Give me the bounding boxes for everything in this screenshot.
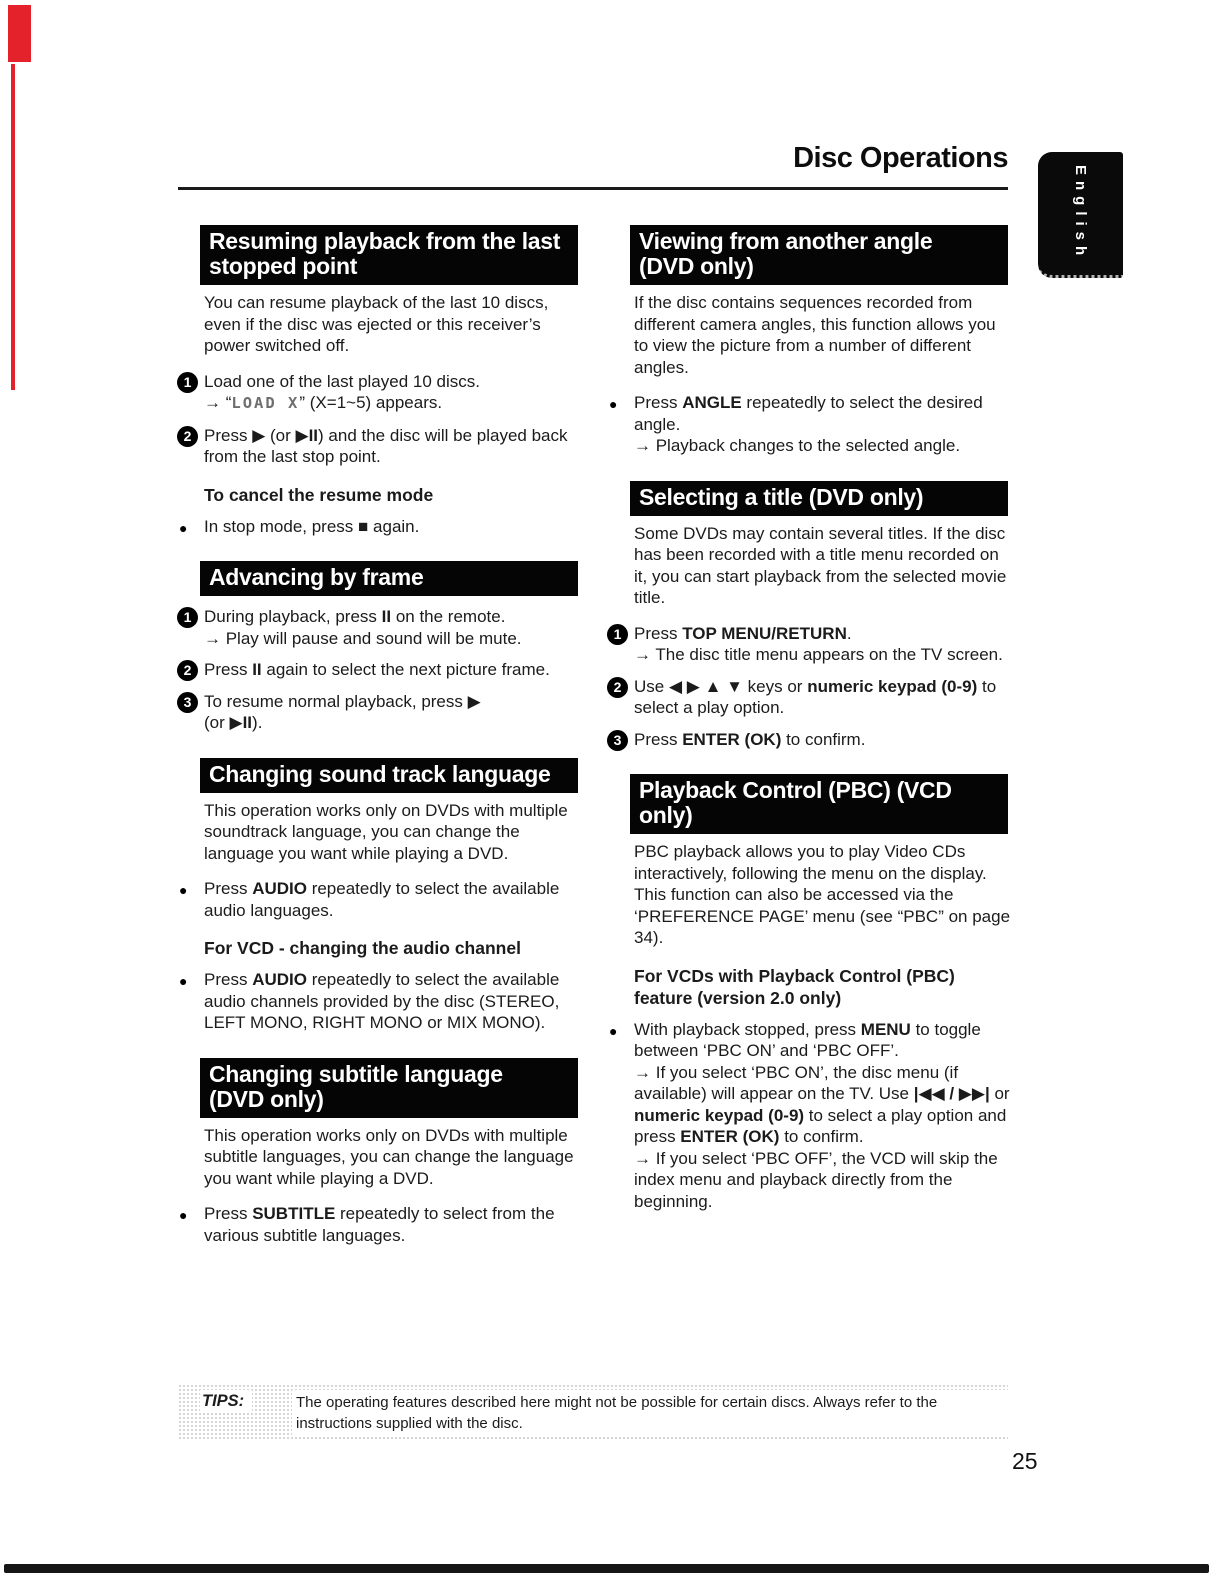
section-title-line: Selecting a title (DVD only) <box>639 483 924 510</box>
section-title-line: Playback Control (PBC) (VCD only) <box>639 777 952 828</box>
lcd-display-text: LOAD X <box>231 394 300 412</box>
text-line: Press SUBTITLE repeatedly to select from the various subtitle languages. <box>204 1204 555 1245</box>
text-line: To resume normal playback, press ▶ <box>204 691 481 711</box>
text-line: Press AUDIO repeatedly to select the available audio channels provided by the disc (STEREO, LEFT MONO, RIGHT MONO or MIX MONO). <box>204 970 560 1032</box>
section-header <box>200 225 578 285</box>
section-changing-sound-track-language <box>178 758 582 1034</box>
section-header <box>630 481 1008 516</box>
text-line: → “LOAD X” (X=1~5) appears. <box>204 393 443 412</box>
step-number-badge: 2 <box>177 660 198 681</box>
print-mark-red-line <box>11 64 15 390</box>
section-header <box>630 774 1008 834</box>
step-number-badge: 1 <box>607 624 628 645</box>
tips-text-line: instructions supplied with the disc. <box>296 1415 523 1432</box>
bullet-item <box>178 969 582 1034</box>
section-viewing-from-another-angle <box>608 225 1012 457</box>
bullet-item <box>608 392 1012 457</box>
text-line: → Play will pause and sound will be mute. <box>204 628 522 648</box>
paragraph: If the disc contains sequences recorded from different camera angles, this function allows you to view the picture from a number of different angles. <box>634 293 996 377</box>
text-line: In stop mode, press ■ again. <box>204 516 420 536</box>
text-line: Press ANGLE repeatedly to select the desired angle. <box>634 393 983 434</box>
text-line: Press II again to select the next picture frame. <box>204 660 550 679</box>
page-bottom-bar <box>4 1564 1209 1573</box>
step-item <box>178 659 582 681</box>
step-item <box>178 606 582 649</box>
section-title-line: stopped point <box>209 253 358 279</box>
section-changing-subtitle-language <box>178 1058 582 1247</box>
step-number-badge: 3 <box>607 730 628 751</box>
text-line: Press ▶ (or ▶II) and the disc will be played back from the last stop point. <box>204 425 568 466</box>
text-line: → If you select ‘PBC ON’, the disc menu (if available) will appear on the TV. Use |◀◀ / ▶▶| or numeric keypad (0-9) to select a play option and press ENTER (OK) to confirm. <box>634 1062 1010 1146</box>
tips-strip <box>178 1384 1008 1440</box>
text-line: Press AUDIO repeatedly to select the available audio languages. <box>204 879 560 920</box>
step-number-badge: 2 <box>177 426 198 447</box>
text-line: (or ▶II). <box>204 713 263 732</box>
section-title-line: Changing subtitle language <box>209 1060 503 1087</box>
right-column <box>608 225 1012 1222</box>
section-title-line: (DVD only) <box>639 253 754 279</box>
paragraph: This operation works only on DVDs with multiple subtitle languages, you can change the language you want while playing a DVD. <box>204 1125 574 1188</box>
text-line: Load one of the last played 10 discs. <box>204 371 480 391</box>
tips-text-line: The operating features described here might not be possible for certain discs. Always refer to the <box>296 1394 938 1411</box>
step-number-badge: 1 <box>177 607 198 628</box>
text-line: → Playback changes to the selected angle. <box>634 436 961 455</box>
bullet-dot: ● <box>179 519 188 536</box>
page-number: 25 <box>1012 1448 1038 1474</box>
section-header <box>630 225 1008 285</box>
language-tab <box>1038 152 1123 278</box>
step-item <box>608 623 1012 666</box>
step-number-badge: 3 <box>177 692 198 713</box>
section-title-line: Resuming playback from the last <box>209 228 561 254</box>
subheading-line: For VCDs with Playback Control (PBC) <box>634 965 955 986</box>
bullet-dot: ● <box>609 396 618 412</box>
section-title-line: Changing sound track language <box>209 760 551 787</box>
step-item <box>178 691 582 734</box>
subheading-line: feature (version 2.0 only) <box>634 987 842 1008</box>
paragraph: Some DVDs may contain several titles. If the disc has been recorded with a title menu recorded on it, you can start playback from the selected movie title. <box>634 523 1007 607</box>
paragraph: PBC playback allows you to play Video CDs interactively, following the menu on the display. This function can also be accessed via the ‘PREFERENCE PAGE’ menu (see “PBC” on page 34). <box>634 842 1011 947</box>
section-resuming-playback <box>178 225 582 537</box>
step-number-badge: 1 <box>177 372 198 393</box>
subheading <box>204 484 582 506</box>
bullet-dot: ● <box>179 973 188 989</box>
bullet-item <box>178 516 582 538</box>
section-advancing-by-frame <box>178 561 582 734</box>
paragraph: This operation works only on DVDs with multiple soundtrack language, you can change the language you want while playing a DVD. <box>204 800 568 863</box>
title-rule <box>178 187 1008 190</box>
bullet-dot: ● <box>179 1207 188 1223</box>
subheading <box>204 937 582 959</box>
step-item <box>178 371 582 415</box>
language-tab-label: English <box>1072 165 1089 262</box>
tips-text <box>292 1390 1020 1436</box>
print-mark-red-block <box>8 5 31 62</box>
bullet-dot: ● <box>179 882 188 898</box>
text-line: → If you select ‘PBC OFF’, the VCD will skip the index menu and playback directly from the beginning. <box>634 1148 998 1211</box>
text-line: With playback stopped, press MENU to toggle between ‘PBC ON’ and ‘PBC OFF’. <box>634 1019 981 1060</box>
text-line: Press ENTER (OK) to confirm. <box>634 729 866 749</box>
step-item <box>608 729 1012 751</box>
text-line: Use ◀ ▶ ▲ ▼ keys or numeric keypad (0-9) to select a play option. <box>634 676 997 717</box>
left-column <box>178 225 582 1256</box>
section-playback-control-pbc <box>608 774 1012 1212</box>
section-title-line: (DVD only) <box>209 1085 324 1112</box>
section-header <box>200 1058 578 1118</box>
text-line: → The disc title menu appears on the TV screen. <box>634 645 1003 664</box>
subheading <box>634 965 1012 1009</box>
step-item <box>608 676 1012 719</box>
section-header <box>200 561 578 596</box>
section-title-line: Viewing from another angle <box>639 228 933 254</box>
text-line: During playback, press II on the remote. <box>204 607 506 626</box>
paragraph: You can resume playback of the last 10 discs, even if the disc was ejected or this receiver’s power switched off. <box>204 293 549 355</box>
section-selecting-a-title <box>608 481 1012 751</box>
subheading-line: For VCD - changing the audio channel <box>204 938 521 958</box>
tips-label: TIPS: <box>200 1390 252 1413</box>
text-line: Press TOP MENU/RETURN. <box>634 623 852 643</box>
bullet-item <box>178 1203 582 1246</box>
bullet-dot: ● <box>609 1022 618 1039</box>
page-title: Disc Operations <box>793 142 1008 174</box>
section-header <box>200 758 578 793</box>
bullet-item <box>178 878 582 921</box>
section-title-line: Advancing by frame <box>209 564 424 590</box>
step-number-badge: 2 <box>607 677 628 698</box>
subheading-line: To cancel the resume mode <box>204 484 434 505</box>
bullet-item <box>608 1019 1012 1213</box>
step-item <box>178 425 582 468</box>
